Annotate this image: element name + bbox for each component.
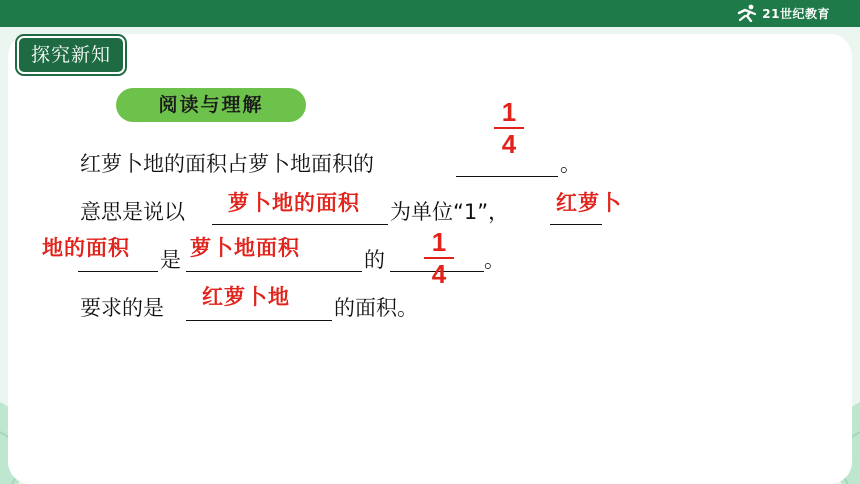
line3-end: 。 xyxy=(484,248,505,272)
fraction1-numerator: 1 xyxy=(501,97,517,127)
fraction-answer-2 xyxy=(424,228,454,288)
line1-blank xyxy=(456,176,558,177)
line2-blank-unit xyxy=(212,224,388,225)
subtitle-pill: 阅读与理解 xyxy=(116,88,306,122)
line3-of: 的 xyxy=(364,248,385,272)
answer-whole: 萝卜地面积 xyxy=(190,236,300,260)
fraction1-denominator: 4 xyxy=(501,129,517,159)
line4-end: 的面积。 xyxy=(334,296,418,320)
line3-is: 是 xyxy=(160,248,181,272)
fraction2-numerator: 1 xyxy=(431,227,447,257)
line2-middle: 为单位“1”， xyxy=(390,200,510,224)
answer-target: 红萝卜地 xyxy=(202,285,290,309)
fraction2-denominator: 4 xyxy=(431,259,447,289)
running-figure-icon xyxy=(736,4,758,22)
line4-start: 要求的是 xyxy=(80,296,164,320)
line2-blank-part xyxy=(550,224,602,225)
line1-end: 。 xyxy=(560,152,581,176)
line4-blank-target xyxy=(186,320,332,321)
brand-logo xyxy=(736,3,830,23)
line2-start: 意思是说以 xyxy=(80,200,185,224)
section-tag: 探究新知 xyxy=(17,36,125,74)
line1-text: 红萝卜地的面积占萝卜地面积的 xyxy=(80,152,374,176)
answer-compared-part2: 地的面积 xyxy=(42,236,130,260)
answer-compared-part1: 红萝卜 xyxy=(556,191,622,215)
answer-unit-one: 萝卜地的面积 xyxy=(228,191,360,215)
fraction-answer-1 xyxy=(494,98,524,158)
line3-blank-whole xyxy=(186,271,362,272)
top-bar xyxy=(0,0,860,27)
brand-name: 21世纪教育 xyxy=(762,6,830,21)
line3-blank-part xyxy=(78,271,158,272)
